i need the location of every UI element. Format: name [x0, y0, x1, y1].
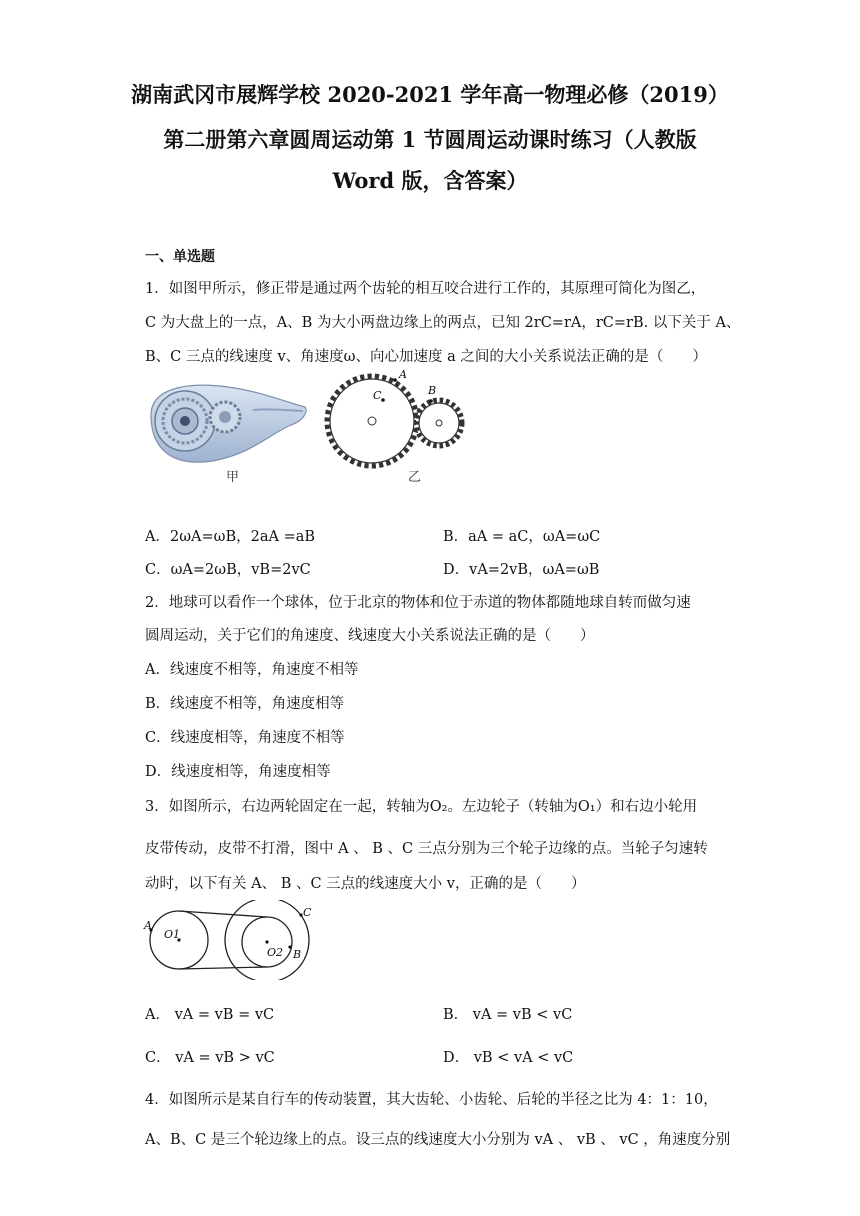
q3-text-line-1: 3．如图所示，右边两轮固定在一起，转轴为O₂。左边轮子（转轴为O₁）和右边小轮用 — [145, 799, 698, 815]
q1-option-b: B．aA = aC，ωA=ωC — [443, 529, 601, 545]
q2-option-b: B．线速度不相等，角速度相等 — [145, 696, 345, 712]
gear-label-b: B — [428, 384, 437, 397]
figure-label-yi: 乙 — [408, 470, 422, 485]
q2-option-d: D．线速度相等，角速度相等 — [145, 764, 331, 780]
q4-text-line-2: A、B、C 是三个轮边缘上的点。设三点的线速度大小分别为 vA 、 vB 、 vC ，角速度分别 — [145, 1132, 731, 1148]
q2-text-line-2: 圆周运动，关于它们的角速度、线速度大小关系说法正确的是（ ） — [145, 628, 595, 644]
q1-option-c: C．ωA=2ωB，vB=2vC — [145, 562, 311, 578]
q4-text-line-1: 4．如图所示是某自行车的传动装置，其大齿轮、小齿轮、后轮的半径之比为 4：1：10， — [145, 1092, 718, 1108]
q1-text-line-3: B、C 三点的线速度 v、角速度ω、向心加速度 a 之间的大小关系说法正确的是（ ） — [145, 349, 707, 365]
doc-title-line-1: 湖南武冈市展辉学校 2020-2021 学年高一物理必修（2019） — [131, 82, 729, 107]
q1-option-d: D．vA=2vB，ωA=ωB — [443, 562, 600, 578]
section-heading: 一、单选题 — [145, 249, 215, 265]
q2-option-a: A．线速度不相等，角速度不相等 — [145, 662, 359, 678]
belt-drive-figure — [143, 900, 323, 980]
figure-label-jia: 甲 — [226, 470, 240, 485]
doc-title-line-2: 第二册第六章圆周运动第 1 节圆周运动课时练习（人教版 — [163, 127, 697, 152]
belt-label-o1: O1 — [164, 928, 181, 941]
q1-text-line-1: 1．如图甲所示，修正带是通过两个齿轮的相互咬合进行工作的，其原理可简化为图乙， — [145, 281, 706, 297]
q3-option-a: A． vA = vB = vC — [145, 1007, 275, 1023]
q3-text-line-2: 皮带传动，皮带不打滑，图中 A 、 B 、C 三点分别为三个轮子边缘的点。当轮子匀速转 — [145, 841, 708, 857]
gears-figure — [318, 366, 468, 474]
q3-option-b: B． vA = vB < vC — [443, 1007, 573, 1023]
q1-option-a: A．2ωA=ωB，2aA =aB — [145, 529, 316, 545]
q3-option-d: D． vB < vA < vC — [443, 1050, 574, 1066]
q3-option-c: C． vA = vB > vC — [145, 1050, 275, 1066]
gear-label-a: A — [399, 368, 407, 381]
belt-label-o2: O2 — [267, 946, 284, 959]
doc-title-line-3: Word 版，含答案） — [332, 168, 528, 193]
gear-label-c: C — [373, 389, 382, 402]
belt-label-a: A — [144, 919, 152, 932]
q2-option-c: C．线速度相等，角速度不相等 — [145, 730, 345, 746]
belt-label-c: C — [303, 906, 312, 919]
q1-text-line-2: C 为大盘上的一点，A、B 为大小两盘边缘上的两点，已知 2rC=rA，rC=rB. 以下关于 A、 — [145, 315, 741, 331]
q2-text-line-1: 2．地球可以看作一个球体，位于北京的物体和位于赤道的物体都随地球自转而做匀速 — [145, 595, 691, 611]
belt-label-b: B — [293, 948, 302, 961]
q3-text-line-3: 动时，以下有关 A、 B 、C 三点的线速度大小 v，正确的是（ ） — [145, 876, 586, 892]
correction-tape-figure — [143, 375, 313, 470]
